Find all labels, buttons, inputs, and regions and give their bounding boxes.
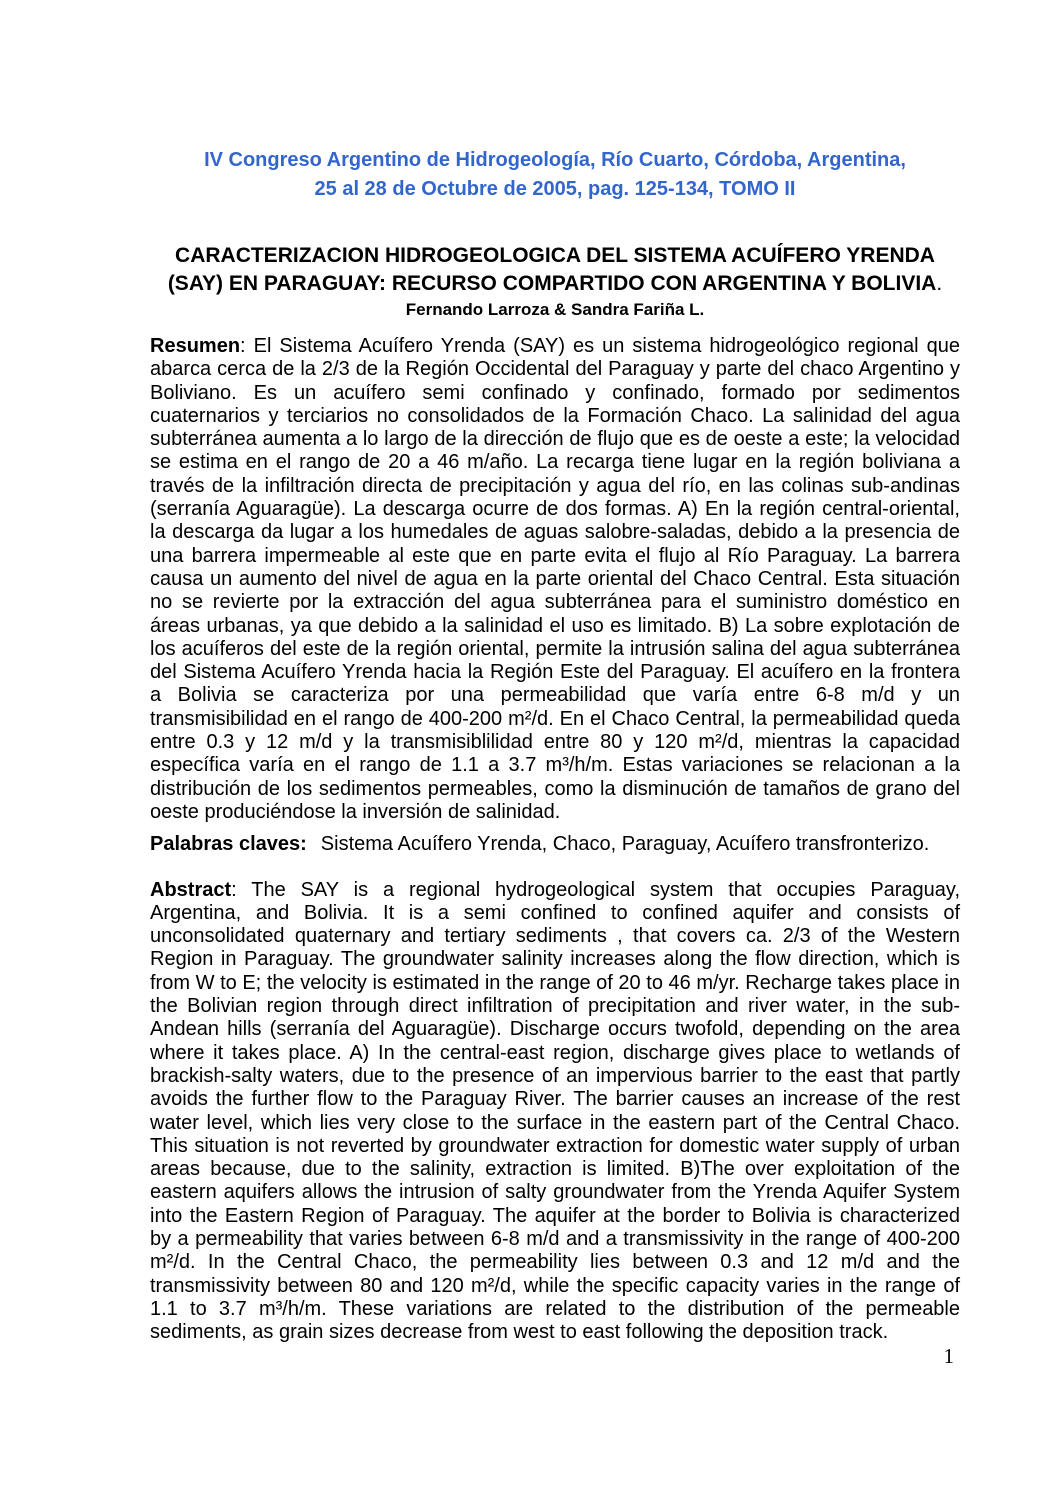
keywords-line <box>150 833 960 856</box>
paper-title-text: CARACTERIZACION HIDROGEOLOGICA DEL SISTEMA ACUÍFERO YRENDA (SAY) EN PARAGUAY: RECURSO COMPARTIDO CON ARGENTINA Y BOLIVIA <box>167 244 937 295</box>
abstract-paragraph <box>150 879 960 1345</box>
authors-line: Fernando Larroza & Sandra Fariña L. <box>405 300 705 319</box>
conference-header-line2: 25 al 28 de Octubre de 2005, pag. 125-134, TOMO II <box>314 178 796 200</box>
abstract-body: : The SAY is a regional hydrogeological system that occupies Paraguay, Argentina, and Bolivia. It is a semi confined to confined aquifer and consists of unconsolidated quaternary and tertiary sediments , that covers ca. 2/3 of the Western Region in Paraguay. The groundwater salinity increases along the flow direction, which is from W to E; the velocity is estimated in the range of 20 to 46 m/yr. Recharge takes place in the Bolivian region through direct infiltration of precipitation and river water, in the sub-Andean hills (serranía del Aguaragüe). Discharge occurs twofold, depending on the area where it takes place. A) In the central-east region, discharge gives place to wetlands of brackish-salty waters, due to the presence of an impervious barrier to the east that partly avoids the further flow to the Paraguay River. The barrier causes an increase of the rest water level, which lies very close to the surface in the eastern part of the Central Chaco. This situation is not reverted by groundwater extraction for domestic water supply of urban areas because, due to the salinity, extraction is limited. B)The over exploitation of the eastern aquifers allows the intrusion of salty groundwater from the Yrenda Aquifer System into the Eastern Region of Paraguay. The aquifer at the border to Bolivia is characterized by a permeability that varies between 6-8 m/d and a transmissivity in the range of 400-200 m²/d. In the Central Chaco, the permeability lies between 0.3 and 12 m/d and the transmissivity between 80 and 120 m²/d, while the specific capacity varies in the range of 1.1 to 3.7 m³/h/m. These variations are related to the distribution of the permeable sediments, as grain sizes decrease from west to east following the deposition track. <box>150 878 960 1344</box>
resumen-body: : El Sistema Acuífero Yrenda (SAY) es un sistema hidrogeológico regional que abarca cerca de la 2/3 de la Región Occidental del Paraguay y parte del chaco Argentino y Boliviano. Es un acuífero semi confinado y confinado, formado por sedimentos cuaternarios y terciarios no consolidados de la Formación Chaco. La salinidad del agua subterránea aumenta a lo largo de la dirección de flujo que es de oeste a este; la velocidad se estima en el rango de 20 a 46 m/año. La recarga tiene lugar en la región boliviana a través de la infiltración directa de precipitación y agua del río, en las colinas sub-andinas (serranía Aguaragüe). La descarga ocurre de dos formas. A) En la región central-oriental, la descarga da lugar a los humedales de aguas salobre-saladas, debido a la presencia de una barrera impermeable al este que en parte evita el flujo al Río Paraguay. La barrera causa un aumento del nivel de agua en la parte oriental del Chaco Central. Esta situación no se revierte por la extracción del agua subterránea para el suministro doméstico en áreas urbanas, ya que debido a la salinidad el uso es limitado. B) La sobre explotación de los acuíferos del este de la región oriental, permite la intrusión salina del agua subterránea del Sistema Acuífero Yrenda hacia la Región Este del Paraguay. El acuífero en la frontera a Bolivia se caracteriza por una permeabilidad que varía entre 6-8 m/d y un transmisibilidad en el rango de 400-200 m²/d. En el Chaco Central, la permeabilidad queda entre 0.3 y 12 m/d y la transmisiblilidad entre 80 y 120 m²/d, mientras la capacidad específica varía en el rango de 1.1 a 3.7 m³/h/m. Estas variaciones se relacionan a la distribución de los sedimentos permeables, como la disminución de tamaños de grano del oeste produciéndose la inversión de salinidad. <box>150 335 960 823</box>
keywords-body: Sistema Acuífero Yrenda, Chaco, Paraguay, Acuífero transfronterizo. <box>320 833 930 856</box>
page-number: 1 <box>943 1344 954 1368</box>
abstract-label: Abstract <box>150 878 232 901</box>
conference-header-line1: IV Congreso Argentino de Hidrogeología, Río Cuarto, Córdoba, Argentina, <box>204 149 906 171</box>
paper-title <box>150 242 960 298</box>
paper-title-period: . <box>936 272 943 295</box>
resumen-label: Resumen <box>150 335 241 357</box>
conference-header <box>150 146 960 204</box>
keywords-label: Palabras claves: <box>150 833 307 856</box>
resumen-paragraph <box>150 335 960 824</box>
